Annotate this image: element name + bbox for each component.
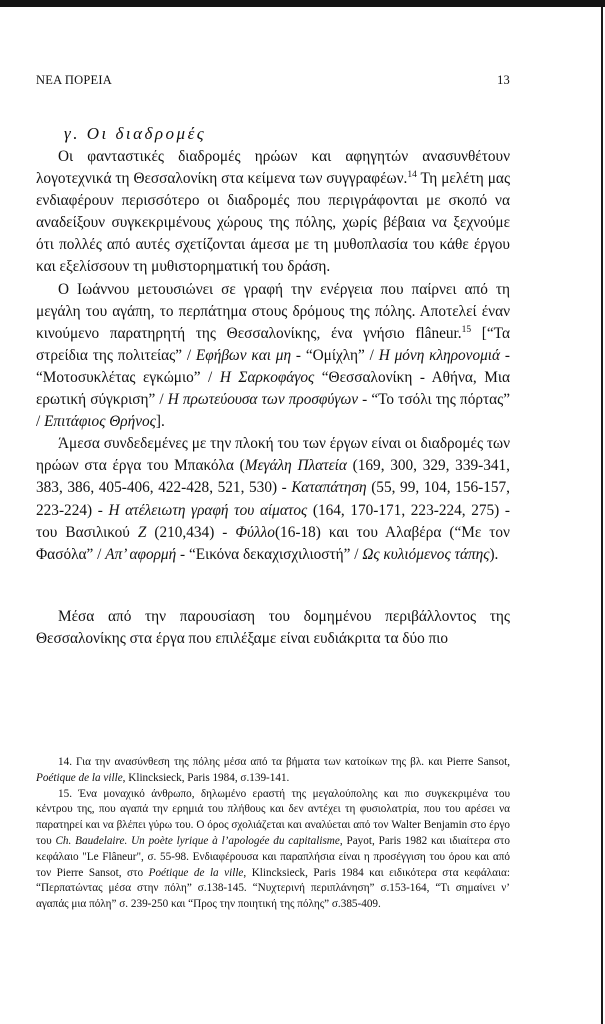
text-run: Ο Ιωάννου μετουσιώνει σε γραφή την ενέργεια που παίρνει από τη μεγάλη του αγάπη, το περπάτημα στους δρόμους της πόλης. Αποτελεί έναν κινούμενο παρατηρητή της Θεσσαλονίκης, ένα γνήσιο flâneur. bbox=[36, 280, 510, 342]
paragraph-2 bbox=[36, 279, 510, 434]
text-run: 15. Ένα μοναχικό άνθρωπο, δηλωμένο εραστή της μεγαλούπολης και πιο συγκεκριμένα του κέντρου της, που αγαπά την ερημιά του πλήθους και δεν αντέχει τη φυσιολατρία, που του αρέσει να παρατηρεί και να βλέπει γύρω του. Ο όρος σχολιάζεται και αναλύεται από τον Walter Benjamin στο έργο του bbox=[36, 787, 510, 847]
text-run: Τη μελέτη μας ενδιαφέρουν περισσότερο οι διαδρομές που περιγράφονται με σκοπό να αναδείξουν συγκεκριμένους χώρους της πόλης, χωρίς βέβαια να ξεχνούμε ότι πολλές από αυτές σχετίζονται άμεσα με τη μυθοπλασία του κάθε έργου και εξελίσσουν τη μυθιστορηματική του δράση. bbox=[36, 170, 511, 276]
text-run: (164, 170-171, 223-224, 275) - του Βασιλικού bbox=[36, 501, 510, 541]
book-title: Εφήβων και μη bbox=[195, 346, 292, 364]
text-run: - “Εικόνα δεκαχισχιλιοστή” / bbox=[176, 545, 363, 563]
top-border bbox=[0, 0, 605, 7]
book-title: Επιτάφιος Θρήνος bbox=[44, 413, 156, 431]
text-run: Οι φανταστικές διαδρομές ηρώων και αφηγητών ανασυνθέτουν λογοτεχνικά τη Θεσσαλονίκη στα κείμενα των συγγραφέων. bbox=[36, 148, 510, 188]
text-run: “Θεσσαλονίκη - Αθήνα, Μια ερωτική σύγκριση” / bbox=[36, 368, 511, 409]
book-title: Poétique de la ville bbox=[148, 866, 244, 879]
footnote-ref-14: 14 bbox=[407, 170, 417, 180]
text-run: , Klincksieck, Paris 1984, σ.139-141. bbox=[122, 771, 290, 784]
text-run: - “Μοτοσυκλέτας εγκώμιο” / bbox=[36, 346, 510, 386]
book-title: Ch. Baudelaire. Un poète lyrique à l’apologée du capitalisme bbox=[55, 834, 340, 847]
footnotes bbox=[36, 755, 510, 913]
book-title: Ως κυλιόμενος τάπης bbox=[362, 545, 490, 563]
text-run: [“Τα στρείδια της πολιτείας” / bbox=[36, 324, 510, 364]
text-run: (55, 99, 104, 156-157, 223-224) - bbox=[36, 479, 510, 519]
book-title: Καταπάτηση bbox=[291, 479, 367, 497]
text-run: ]. bbox=[155, 413, 165, 431]
paragraph-4: Μέσα από την παρουσίαση του δομημένου περιβάλλοντος της Θεσσαλονίκης στα έργα που επιλέξαμε είναι ευδιάκριτα τα δύο πιο bbox=[36, 607, 510, 647]
text-run: Άμεσα συνδεδεμένες με την πλοκή του των έργων είναι οι διαδρομές των ηρώων στα έργα του Μπακόλα ( bbox=[36, 435, 510, 475]
text-run: , Klincksieck, Paris 1984 και ειδικότερα στα κεφάλαια: “Περπατώντας μέσα στην πόλη” σ.138-145. “Νυχτερινή περιπλάνηση” σ.153-164, “Τι σημαίνει ν’ αγαπάς μια πόλη” σ. 239-250 και “Προς την ποιητική της πόλης” σ.385-409. bbox=[36, 866, 511, 911]
book-title: Απ’ αφορμή bbox=[105, 545, 177, 563]
text-run: 14. Για την ανασύνθεση της πόλης μέσα από τα βήματα των κατοίκων της βλ. και Pierre Sansot, bbox=[58, 756, 510, 768]
book-title: Η ατέλειωτη γραφή του αίματος bbox=[108, 501, 308, 519]
text-run: - “Ομίχλη” / bbox=[291, 346, 379, 364]
body-text bbox=[36, 146, 510, 650]
text-run: (210,434) - bbox=[146, 523, 236, 541]
paragraph-3 bbox=[36, 433, 510, 566]
book-title: Η Σαρκοφάγος bbox=[219, 368, 315, 386]
page-number: 13 bbox=[497, 73, 510, 87]
text-run: (169, 300, 329, 339-341, 383, 386, 405-406, 422-428, 521, 530) - bbox=[36, 457, 510, 497]
text-run: ). bbox=[489, 545, 499, 563]
footnote-14 bbox=[36, 755, 510, 787]
section-title: γ. Οι διαδρομές bbox=[64, 124, 207, 143]
right-edge-line bbox=[601, 7, 603, 1024]
text-run: (16-18) και του Αλαβέρα (“Με τον Φασόλα” / bbox=[36, 523, 510, 563]
journal-title: ΝΕΑ ΠΟΡΕΙΑ bbox=[36, 73, 112, 87]
book-title: Μεγάλη Πλατεία bbox=[244, 457, 347, 475]
text-run: , Payot, Paris 1982 και ιδιαίτερα στο κεφάλαιο "Le Flâneur", σ. 55-98. Ενδιαφέρουσα και παραπλήσια είναι η προσέγγιση του όρου και από τον Pierre Sansot, στο bbox=[36, 834, 510, 879]
footnote-ref-15: 15 bbox=[461, 324, 472, 335]
paragraph-1 bbox=[36, 146, 510, 279]
footnote-15 bbox=[36, 787, 510, 913]
book-title: Η μόνη κληρονομιά bbox=[378, 346, 501, 364]
text-run: - “Το τσόλι της πόρτας” / bbox=[36, 391, 510, 431]
book-title: Ζ bbox=[137, 523, 147, 541]
book-title: Η πρωτεύουσα των προσφύγων bbox=[167, 391, 359, 409]
book-title: Poétique de la ville bbox=[36, 771, 123, 784]
book-title: Φύλλο bbox=[235, 523, 275, 541]
